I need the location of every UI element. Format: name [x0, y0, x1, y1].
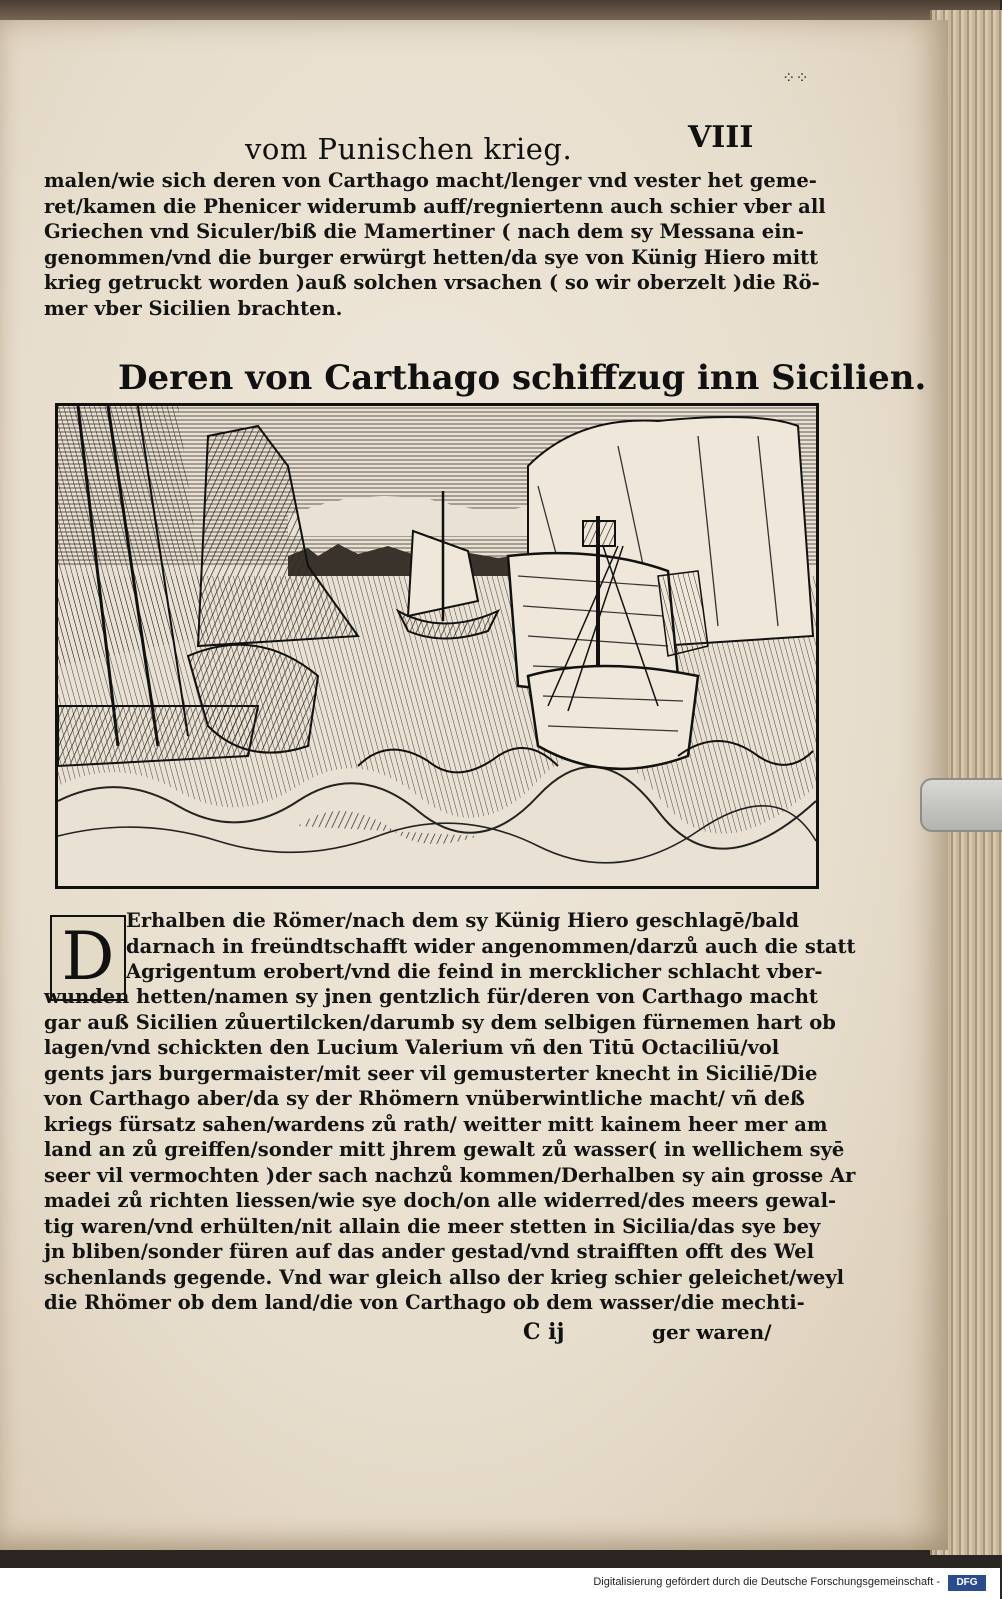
- body-text-block: [44, 984, 856, 1316]
- book-page: [0, 20, 948, 1550]
- digitization-footer: [0, 1568, 1000, 1599]
- text-line: Erhalben die Römer/nach dem sy Künig Hiero geschlagē/bald: [126, 909, 800, 932]
- text-line: malen/wie sich deren von Carthago macht/lenger vnd vester het geme‑: [44, 169, 817, 192]
- text-line: seer vil vermochten )der sach nachzů kommen/Derhalben sy ain grosse Ar: [44, 1163, 856, 1187]
- text-line: tig waren/vnd erhülten/nit allain die meer stetten in Sicilia/das sye bey: [44, 1214, 821, 1238]
- text-line: genommen/vnd die burger erwürgt hetten/da sye von Künig Hiero mitt: [44, 245, 819, 269]
- text-line: schenlands gegende. Vnd war gleich allso der krieg schier geleichet/weyl: [44, 1265, 845, 1289]
- text-line: krieg getruckt worden )auß solchen vrsachen ( so wir oberzelt )die Rö‑: [44, 271, 820, 294]
- text-line: wunden hetten/namen sy jnen gentzlich für/deren von Carthago macht: [44, 985, 818, 1008]
- decorated-initial: D: [50, 915, 126, 1001]
- text-line: die Rhömer ob dem land/die von Carthago ob dem wasser/die mechti‑: [44, 1291, 805, 1314]
- scan-top-edge: [0, 0, 1000, 22]
- signature-mark: C ij: [523, 1319, 565, 1345]
- text-line: mer vber Sicilien brachten.: [44, 296, 343, 320]
- corner-mark: ⁘⁘: [782, 68, 809, 87]
- text-line: Griechen vnd Siculer/biß die Mamertiner ( nach dem sy Messana ein‑: [44, 220, 804, 243]
- text-line: von Carthago aber/da sy der Rhömern vnüberwintliche macht/ vñ deß: [44, 1087, 805, 1110]
- dfg-logo: DFG: [948, 1575, 986, 1591]
- running-head: vom Punischen krieg.: [245, 132, 573, 166]
- footer-credit: Digitalisierung gefördert durch die Deutsche Forschungsgemeinschaft -: [593, 1576, 940, 1588]
- ships-at-sea-woodcut: [58, 406, 816, 886]
- body-text-block-indented: [126, 908, 856, 985]
- text-line: gar auß Sicilien zůuertilcken/darumb sy dem selbigen fürnemen hart ob: [44, 1010, 836, 1034]
- catchword: ger waren/: [652, 1320, 772, 1344]
- page-clip: [920, 778, 1002, 832]
- text-line: land an zů greiffen/sonder mitt jhrem gewalt zů wasser( in wellichem syē: [44, 1138, 845, 1161]
- folio-number: VIII: [688, 120, 754, 155]
- text-line: kriegs fürsatz sahen/wardens zů rath/ weitter mitt kainem heer mer am: [44, 1112, 828, 1136]
- section-heading: Deren von Carthago schiffzug inn Sicilien.: [118, 358, 927, 398]
- text-line: gents jars burgermaister/mit seer vil gemusterter knecht in Siciliē/Die: [44, 1061, 818, 1085]
- top-text-block: [44, 168, 826, 321]
- text-line: darnach in freündtschafft wider angenommen/darzů auch die statt: [126, 934, 856, 958]
- text-line: Agrigentum erobert/vnd die feind in mercklicher schlacht vber‑: [126, 960, 823, 983]
- text-line: lagen/vnd schickten den Lucium Valerium vñ den Titū Octaciliū/vol: [44, 1036, 780, 1059]
- text-line: madei zů richten liessen/wie sye doch/on alle widerred/des meers gewal‑: [44, 1189, 837, 1212]
- text-line: jn bliben/sonder füren auf das ander gestad/vnd straifften offt des Wel: [44, 1240, 815, 1263]
- woodcut-illustration: [55, 403, 819, 889]
- text-line: ret/kamen die Phenicer widerumb auff/regniertenn auch schier vber all: [44, 194, 826, 218]
